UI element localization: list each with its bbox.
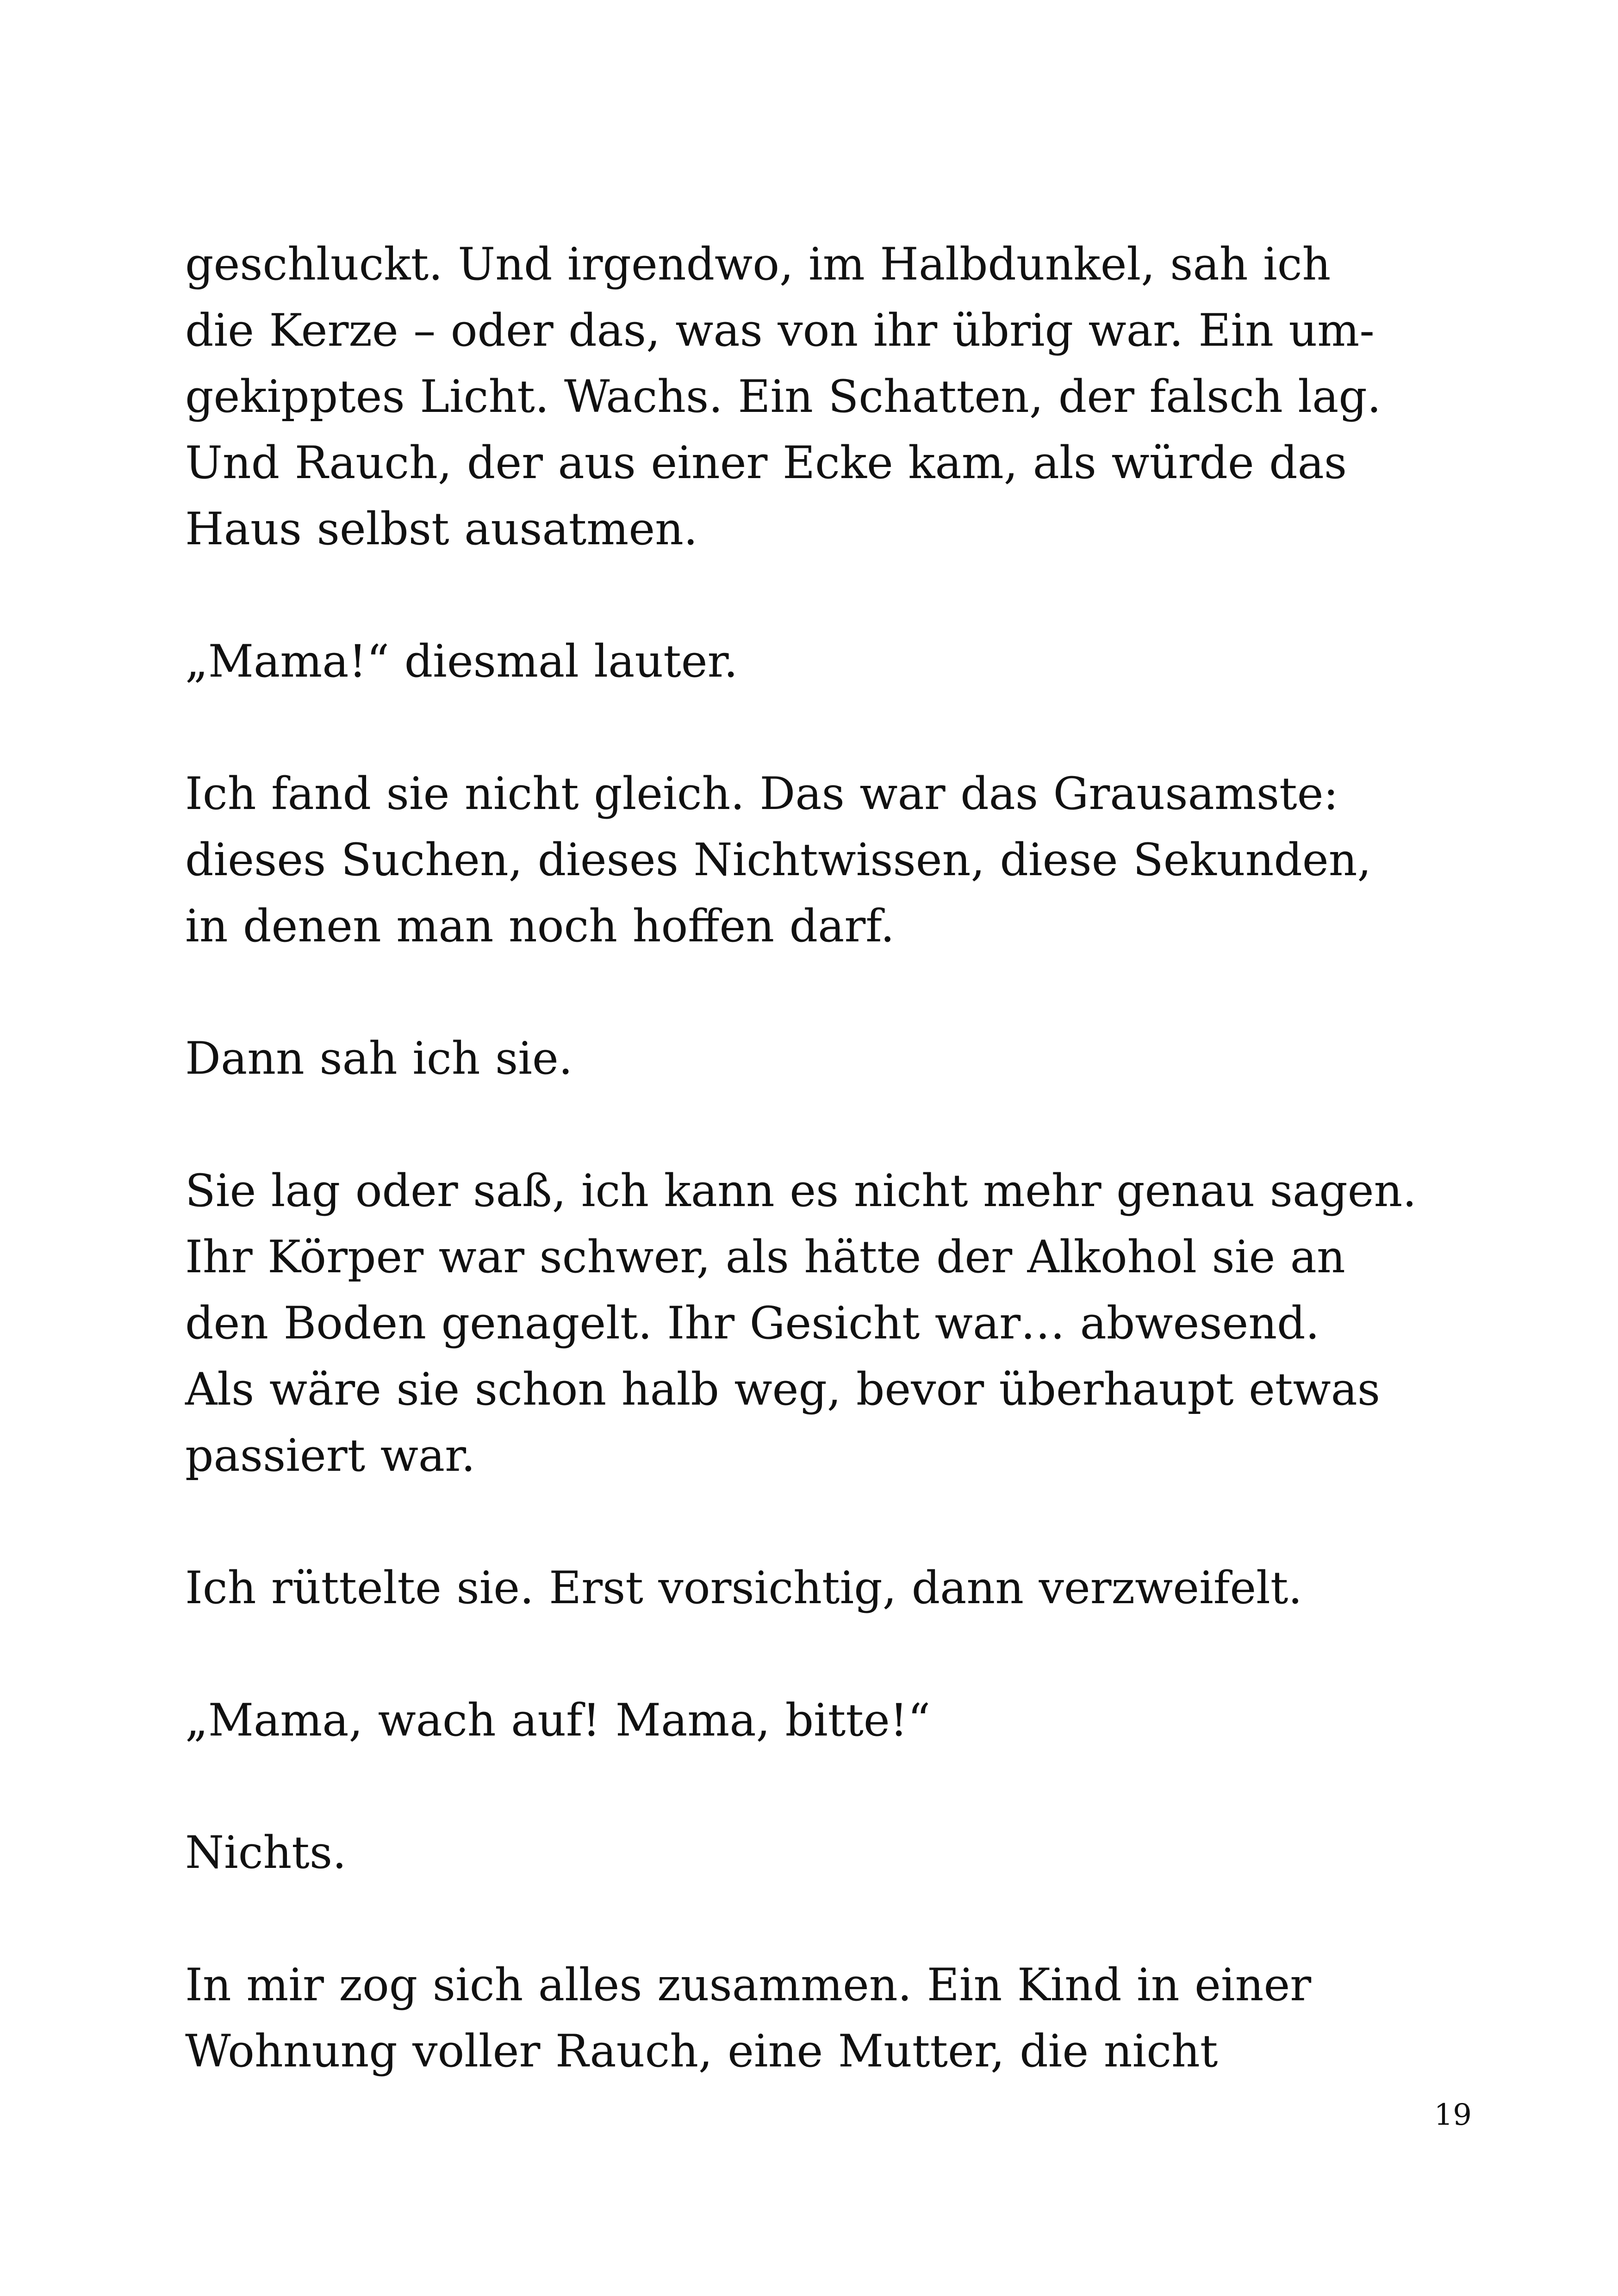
- paragraph: Nichts.: [185, 1827, 347, 1879]
- paragraph: Dann sah ich sie.: [185, 1033, 573, 1084]
- paragraph: Ich rüttelte sie. Erst vorsichtig, dann verzweifelt.: [185, 1562, 1302, 1614]
- paragraph: „Mama!“ diesmal lauter.: [185, 635, 738, 687]
- paragraph: geschluckt. Und irgendwo, im Halbdunkel, sah ich die Kerze – oder das, was von ihr übrig war. Ein um- gekipptes Licht. Wachs. Ein Schatten, der falsch lag. Und Rauch, der aus einer Ecke kam, als würde das Haus selbst ausatmen.: [185, 238, 1382, 555]
- page-number: 19: [1434, 2098, 1472, 2132]
- body-text: [185, 231, 1462, 2084]
- paragraph: Sie lag oder saß, ich kann es nicht mehr genau sagen. Ihr Körper war schwer, als hätte der Alkohol sie an den Boden genagelt. Ihr Gesicht war… abwesend. Als wäre sie schon halb weg, bevor überhaupt etwas passiert war.: [185, 1165, 1417, 1481]
- paragraph: Ich fand sie nicht gleich. Das war das Grausamste: dieses Suchen, dieses Nichtwissen, diese Sekunden, in denen man noch hoffen darf.: [185, 768, 1372, 952]
- paragraph: In mir zog sich alles zusammen. Ein Kind in einer Wohnung voller Rauch, eine Mutter, die nicht: [185, 1959, 1312, 2077]
- paragraph: „Mama, wach auf! Mama, bitte!“: [185, 1694, 931, 1746]
